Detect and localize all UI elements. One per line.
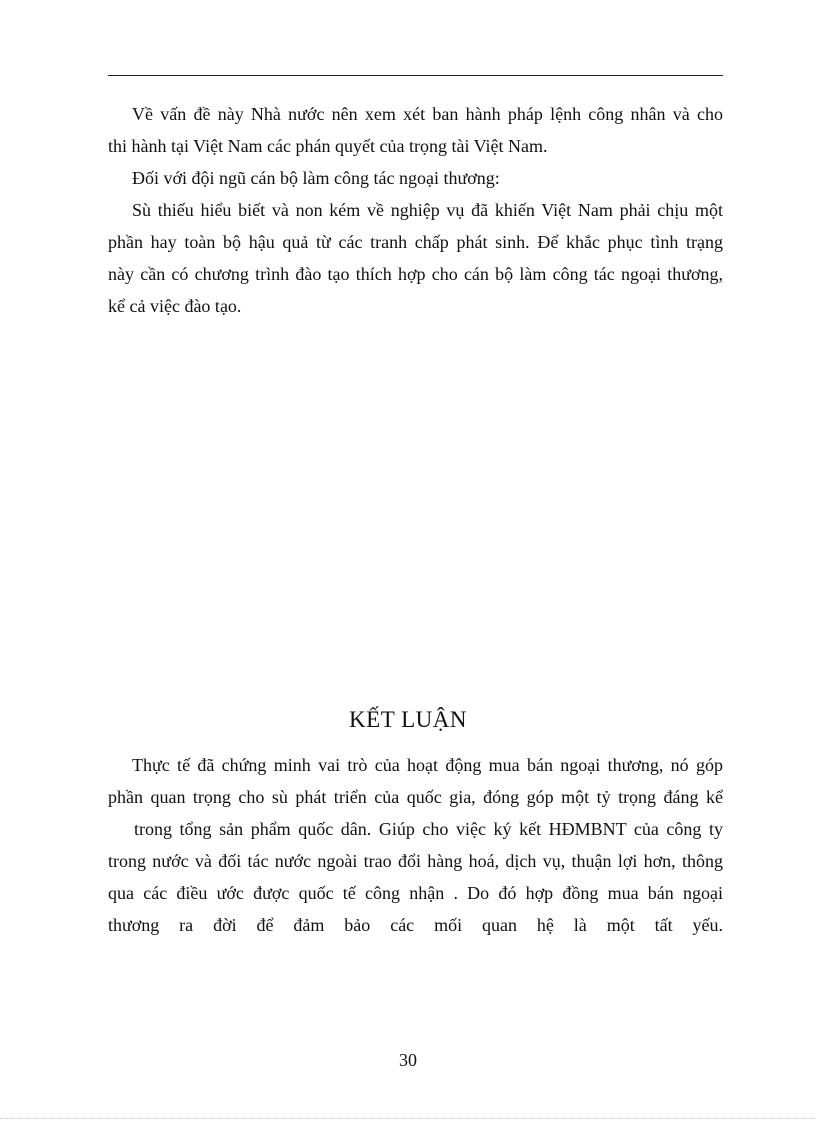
body-line: Về vấn đề này Nhà nước nên xem xét ban hành pháp lệnh công nhân và cho <box>132 104 723 124</box>
page-number: 30 <box>399 1050 417 1070</box>
body-line: kể cả việc đào tạo. <box>108 296 242 316</box>
body-line: Sù thiếu hiểu biết và non kém về nghiệp vụ đã khiến Việt Nam phải chịu một <box>132 200 723 220</box>
conclusion-line: thương ra đời để đảm bảo các mối quan hệ là một tất yếu. <box>108 915 723 935</box>
body-line: Đối với đội ngũ cán bộ làm công tác ngoại thương: <box>132 168 500 188</box>
body-line: thi hành tại Việt Nam các phán quyết của trọng tài Việt Nam. <box>108 136 548 156</box>
conclusion-line: trong tổng sản phẩm quốc dân. Giúp cho việc ký kết HĐMBNT của công ty <box>134 819 723 839</box>
body-line: phần hay toàn bộ hậu quả từ các tranh chấp phát sinh. Để khắc phục tình trạng <box>108 232 723 252</box>
conclusion-heading: KẾT LUẬN <box>349 707 467 732</box>
conclusion-line: trong nước và đối tác nước ngoài trao đổi hàng hoá, dịch vụ, thuận lợi hơn, thông <box>108 851 723 871</box>
page-bottom-divider <box>0 1118 816 1119</box>
body-line: này cần có chương trình đào tạo thích hợp cho cán bộ làm công tác ngoại thương, <box>108 264 723 284</box>
conclusion-line: Thực tế đã chứng minh vai trò của hoạt động mua bán ngoại thương, nó góp <box>132 755 723 775</box>
header-rule <box>108 75 723 76</box>
conclusion-line: phần quan trọng cho sù phát triển của quốc gia, đóng góp một tỷ trọng đáng kể <box>108 787 723 807</box>
conclusion-line: qua các điều ước được quốc tế công nhận . Do đó hợp đồng mua bán ngoại <box>108 883 723 903</box>
